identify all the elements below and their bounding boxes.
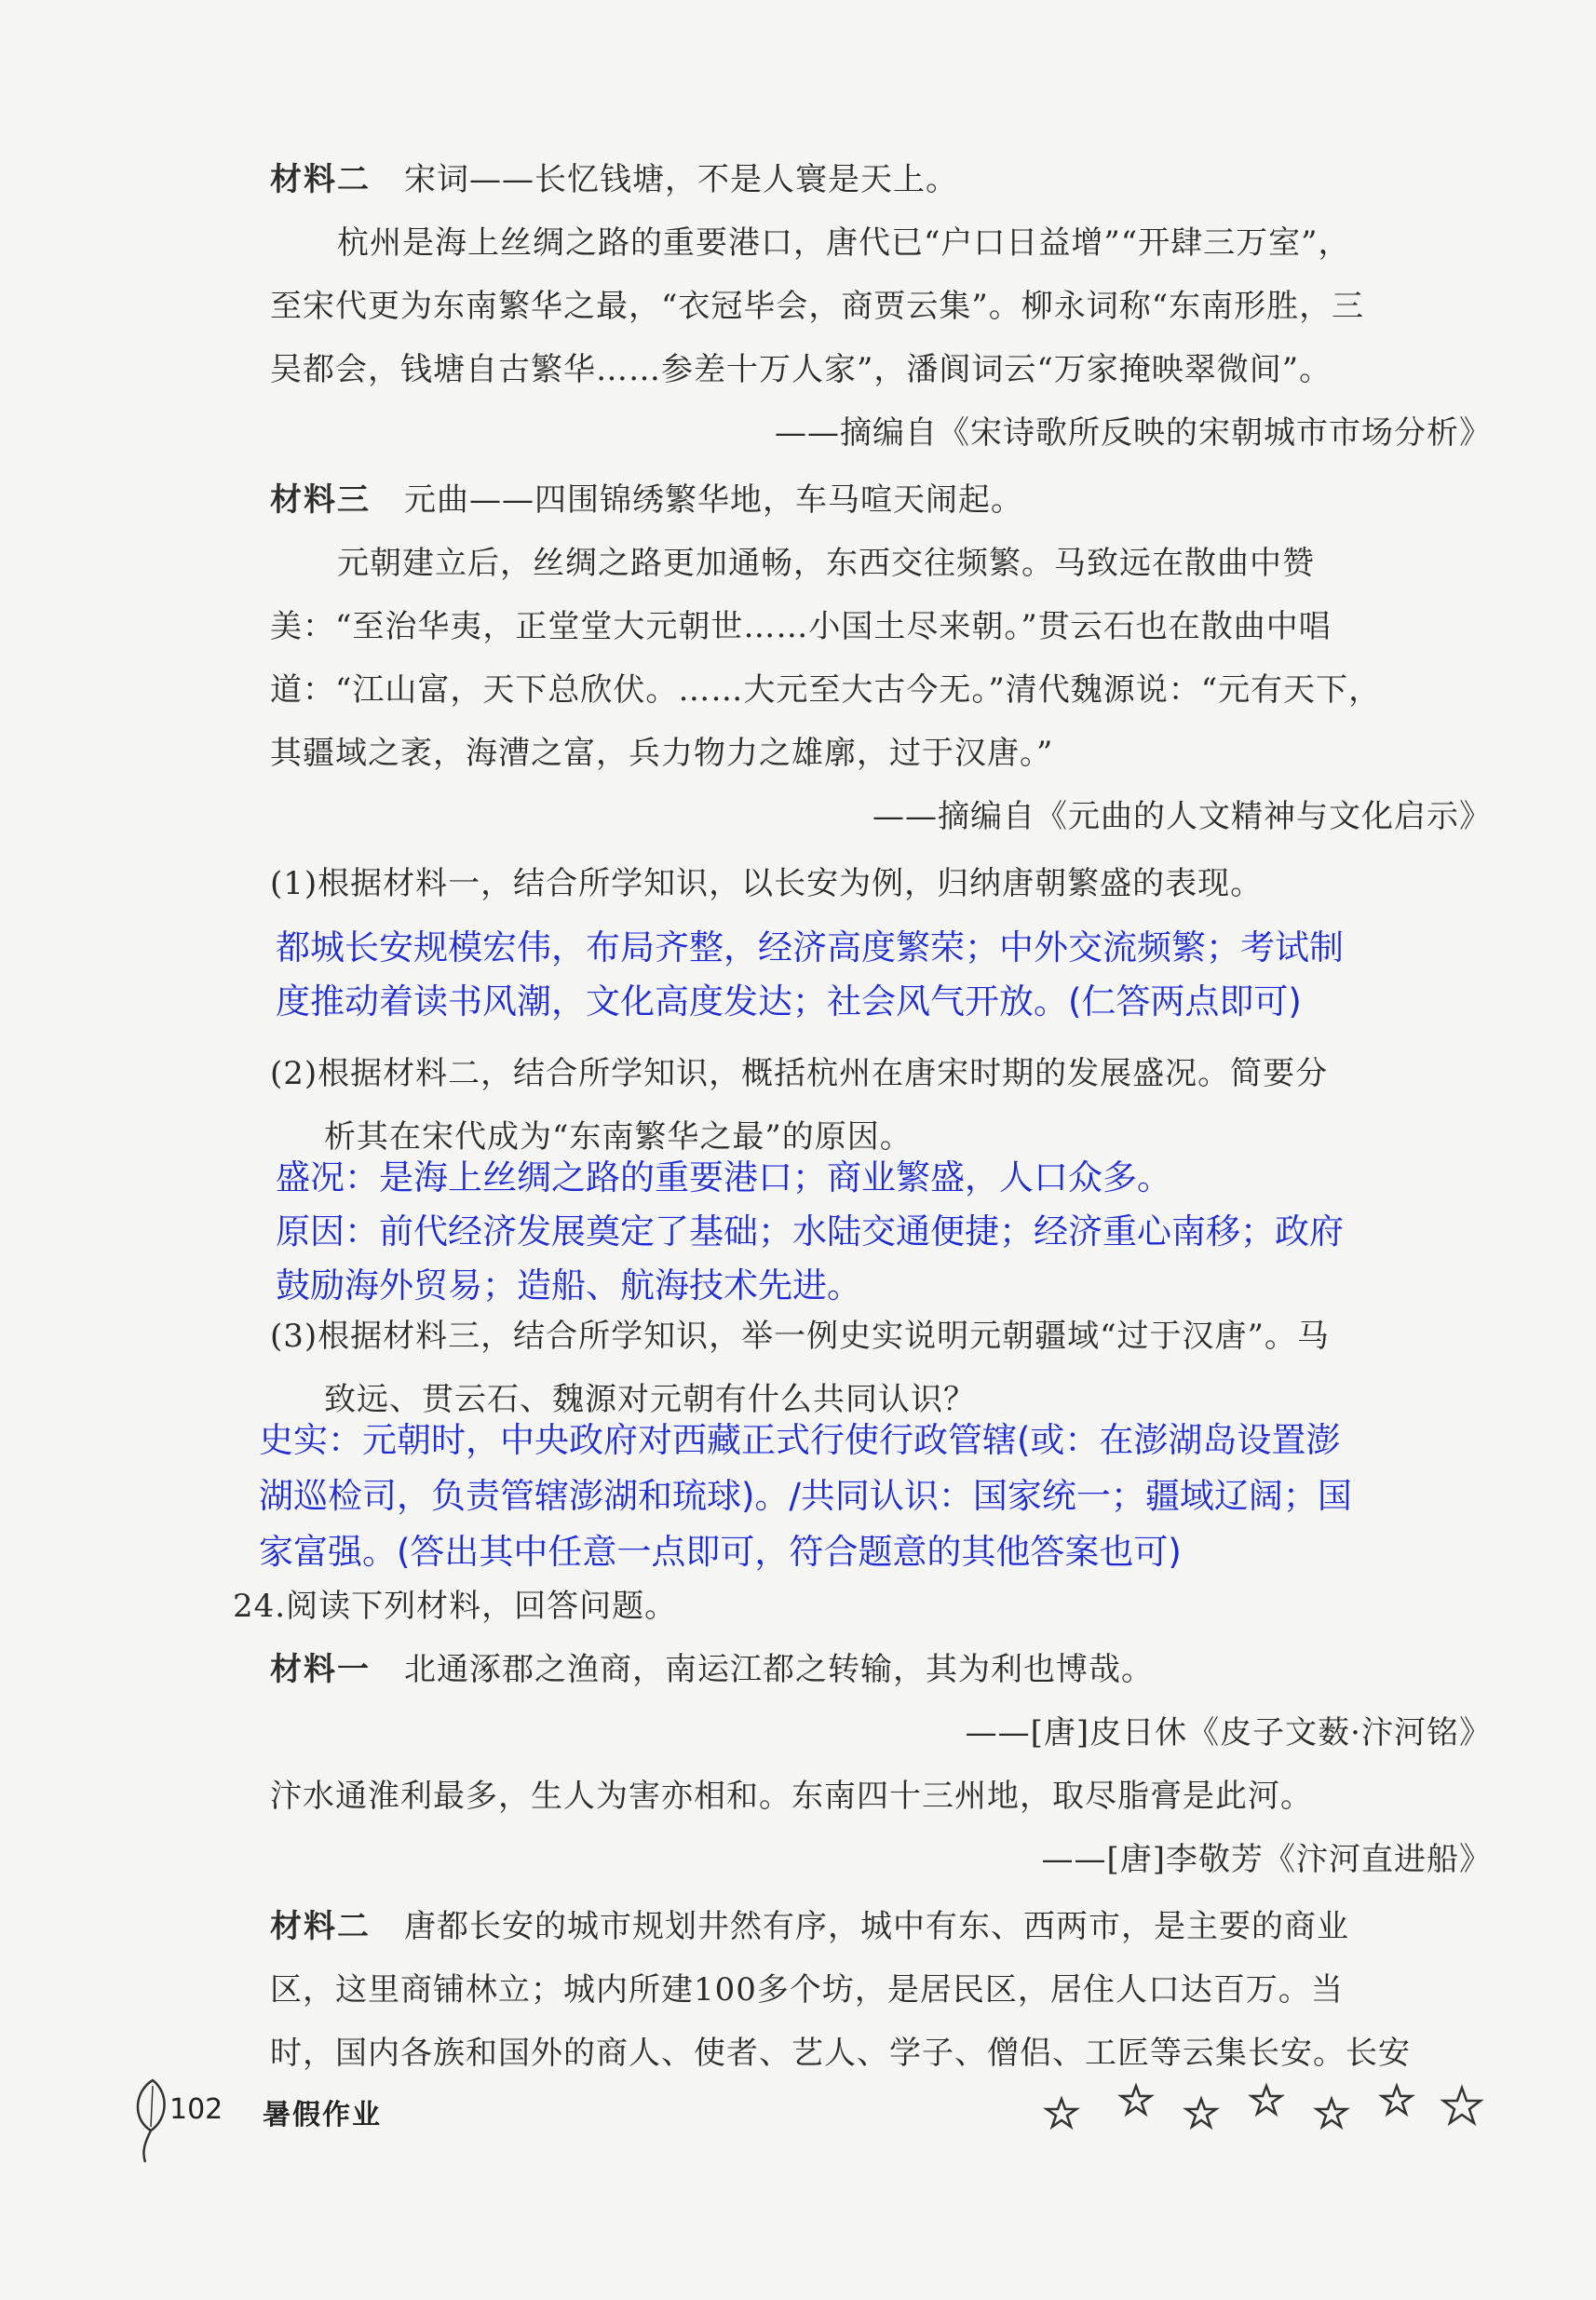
material-quote: 元曲——四围锦绣繁华地，车马喧天闹起。 — [404, 481, 1023, 519]
paragraph-line: 其疆域之袤，海漕之富，兵力物力之雄廓，过于汉唐。” — [270, 735, 1054, 772]
question-2-cont: 析其在宋代成为“东南繁华之最”的原因。 — [324, 1118, 913, 1156]
source-citation: ——摘编自《元曲的人文精神与文化启示》 — [872, 798, 1492, 835]
question-1: (1)根据材料一，结合所学知识，以长安为例，归纳唐朝繁盛的表现。 — [270, 865, 1264, 902]
answer-3-line: 家富强。(答出其中任意一点即可，符合题意的其他答案也可) — [259, 1532, 1182, 1572]
page-number: 102 — [169, 2093, 223, 2126]
material-label: 材料三 — [270, 481, 371, 519]
paragraph-line: 汴水通淮利最多，生人为害亦相和。东南四十三州地，取尽脂膏是此河。 — [270, 1778, 1313, 1815]
material-2b-heading — [270, 1903, 1349, 1950]
question-3-cont: 致远、贯云石、魏源对元朝有什么共同认识？ — [324, 1381, 976, 1418]
answer-1-line: 度推动着读书风潮，文化高度发达；社会风气开放。(仁答两点即可) — [276, 981, 1302, 1021]
material-2-heading — [270, 156, 958, 203]
star-icon — [1043, 2078, 1490, 2144]
answer-2-line: 盛况：是海上丝绸之路的重要港口；商业繁盛，人口众多。 — [276, 1157, 1171, 1197]
paragraph-line: 唐都长安的城市规划井然有序，城中有东、西两市，是主要的商业 — [404, 1908, 1349, 1945]
paragraph-line: 吴都会，钱塘自古繁华……参差十万人家”，潘阆词云“万家掩映翠微间”。 — [270, 351, 1332, 388]
answer-2-line: 鼓励海外贸易；造船、航海技术先进。 — [276, 1265, 861, 1306]
source-citation: ——[唐]李敬芳《汴河直进船》 — [1041, 1841, 1492, 1878]
question-24: 24.阅读下列材料，回答问题。 — [233, 1588, 678, 1625]
material-3-heading — [270, 477, 1023, 523]
source-citation: ——[唐]皮日休《皮子文薮·汴河铭》 — [965, 1714, 1492, 1752]
material-quote: 北通涿郡之渔商，南运江都之转输，其为利也博哉。 — [404, 1651, 1154, 1688]
answer-1-line: 都城长安规模宏伟，布局齐整，经济高度繁荣；中外交流频繁；考试制 — [276, 927, 1344, 967]
material-label: 材料二 — [270, 161, 371, 198]
paragraph-line: 至宋代更为东南繁华之最，“衣冠毕会，商贾云集”。柳永词称“东南形胜，三 — [270, 288, 1365, 325]
question-2: (2)根据材料二，结合所学知识，概括杭州在唐宋时期的发展盛况。简要分 — [270, 1055, 1329, 1092]
paragraph-line: 区，这里商铺林立；城内所建100多个坊，是居民区，居住人口达百万。当 — [270, 1971, 1344, 2009]
paragraph-line: 元朝建立后，丝绸之路更加通畅，东西交往频繁。马致远在散曲中赞 — [337, 545, 1315, 582]
question-3: (3)根据材料三，结合所学知识，举一例史实说明元朝疆域“过于汉唐”。马 — [270, 1318, 1330, 1355]
answer-2-line: 原因：前代经济发展奠定了基础；水陆交通便捷；经济重心南移；政府 — [276, 1211, 1344, 1251]
material-1-heading — [270, 1646, 1154, 1693]
paragraph-line: 时，国内各族和国外的商人、使者、艺人、学子、僧侣、工匠等云集长安。长安 — [270, 2035, 1411, 2072]
answer-3-line: 史实：元朝时，中央政府对西藏正式行使行政管辖(或：在澎湖岛设置澎 — [259, 1420, 1341, 1460]
footer-title: 暑假作业 — [263, 2099, 382, 2131]
material-label: 材料一 — [270, 1651, 371, 1688]
paragraph-line: 道：“江山富，天下总欣伏。……大元至大古今无。”清代魏源说：“元有天下， — [270, 671, 1382, 709]
paragraph-line: 美：“至治华夷，正堂堂大元朝世……小国土尽来朝。”贯云石也在散曲中唱 — [270, 608, 1332, 645]
answer-3-line: 湖巡检司，负责管辖澎湖和琉球)。/共同认识：国家统一；疆域辽阔；国 — [259, 1476, 1352, 1516]
material-quote: 宋词——长忆钱塘，不是人寰是天上。 — [404, 161, 958, 198]
material-label: 材料二 — [270, 1908, 371, 1945]
paragraph-line: 杭州是海上丝绸之路的重要港口，唐代已“户口日益增”“开肆三万室”， — [337, 224, 1351, 262]
source-citation: ——摘编自《宋诗歌所反映的宋朝城市市场分析》 — [775, 414, 1492, 452]
